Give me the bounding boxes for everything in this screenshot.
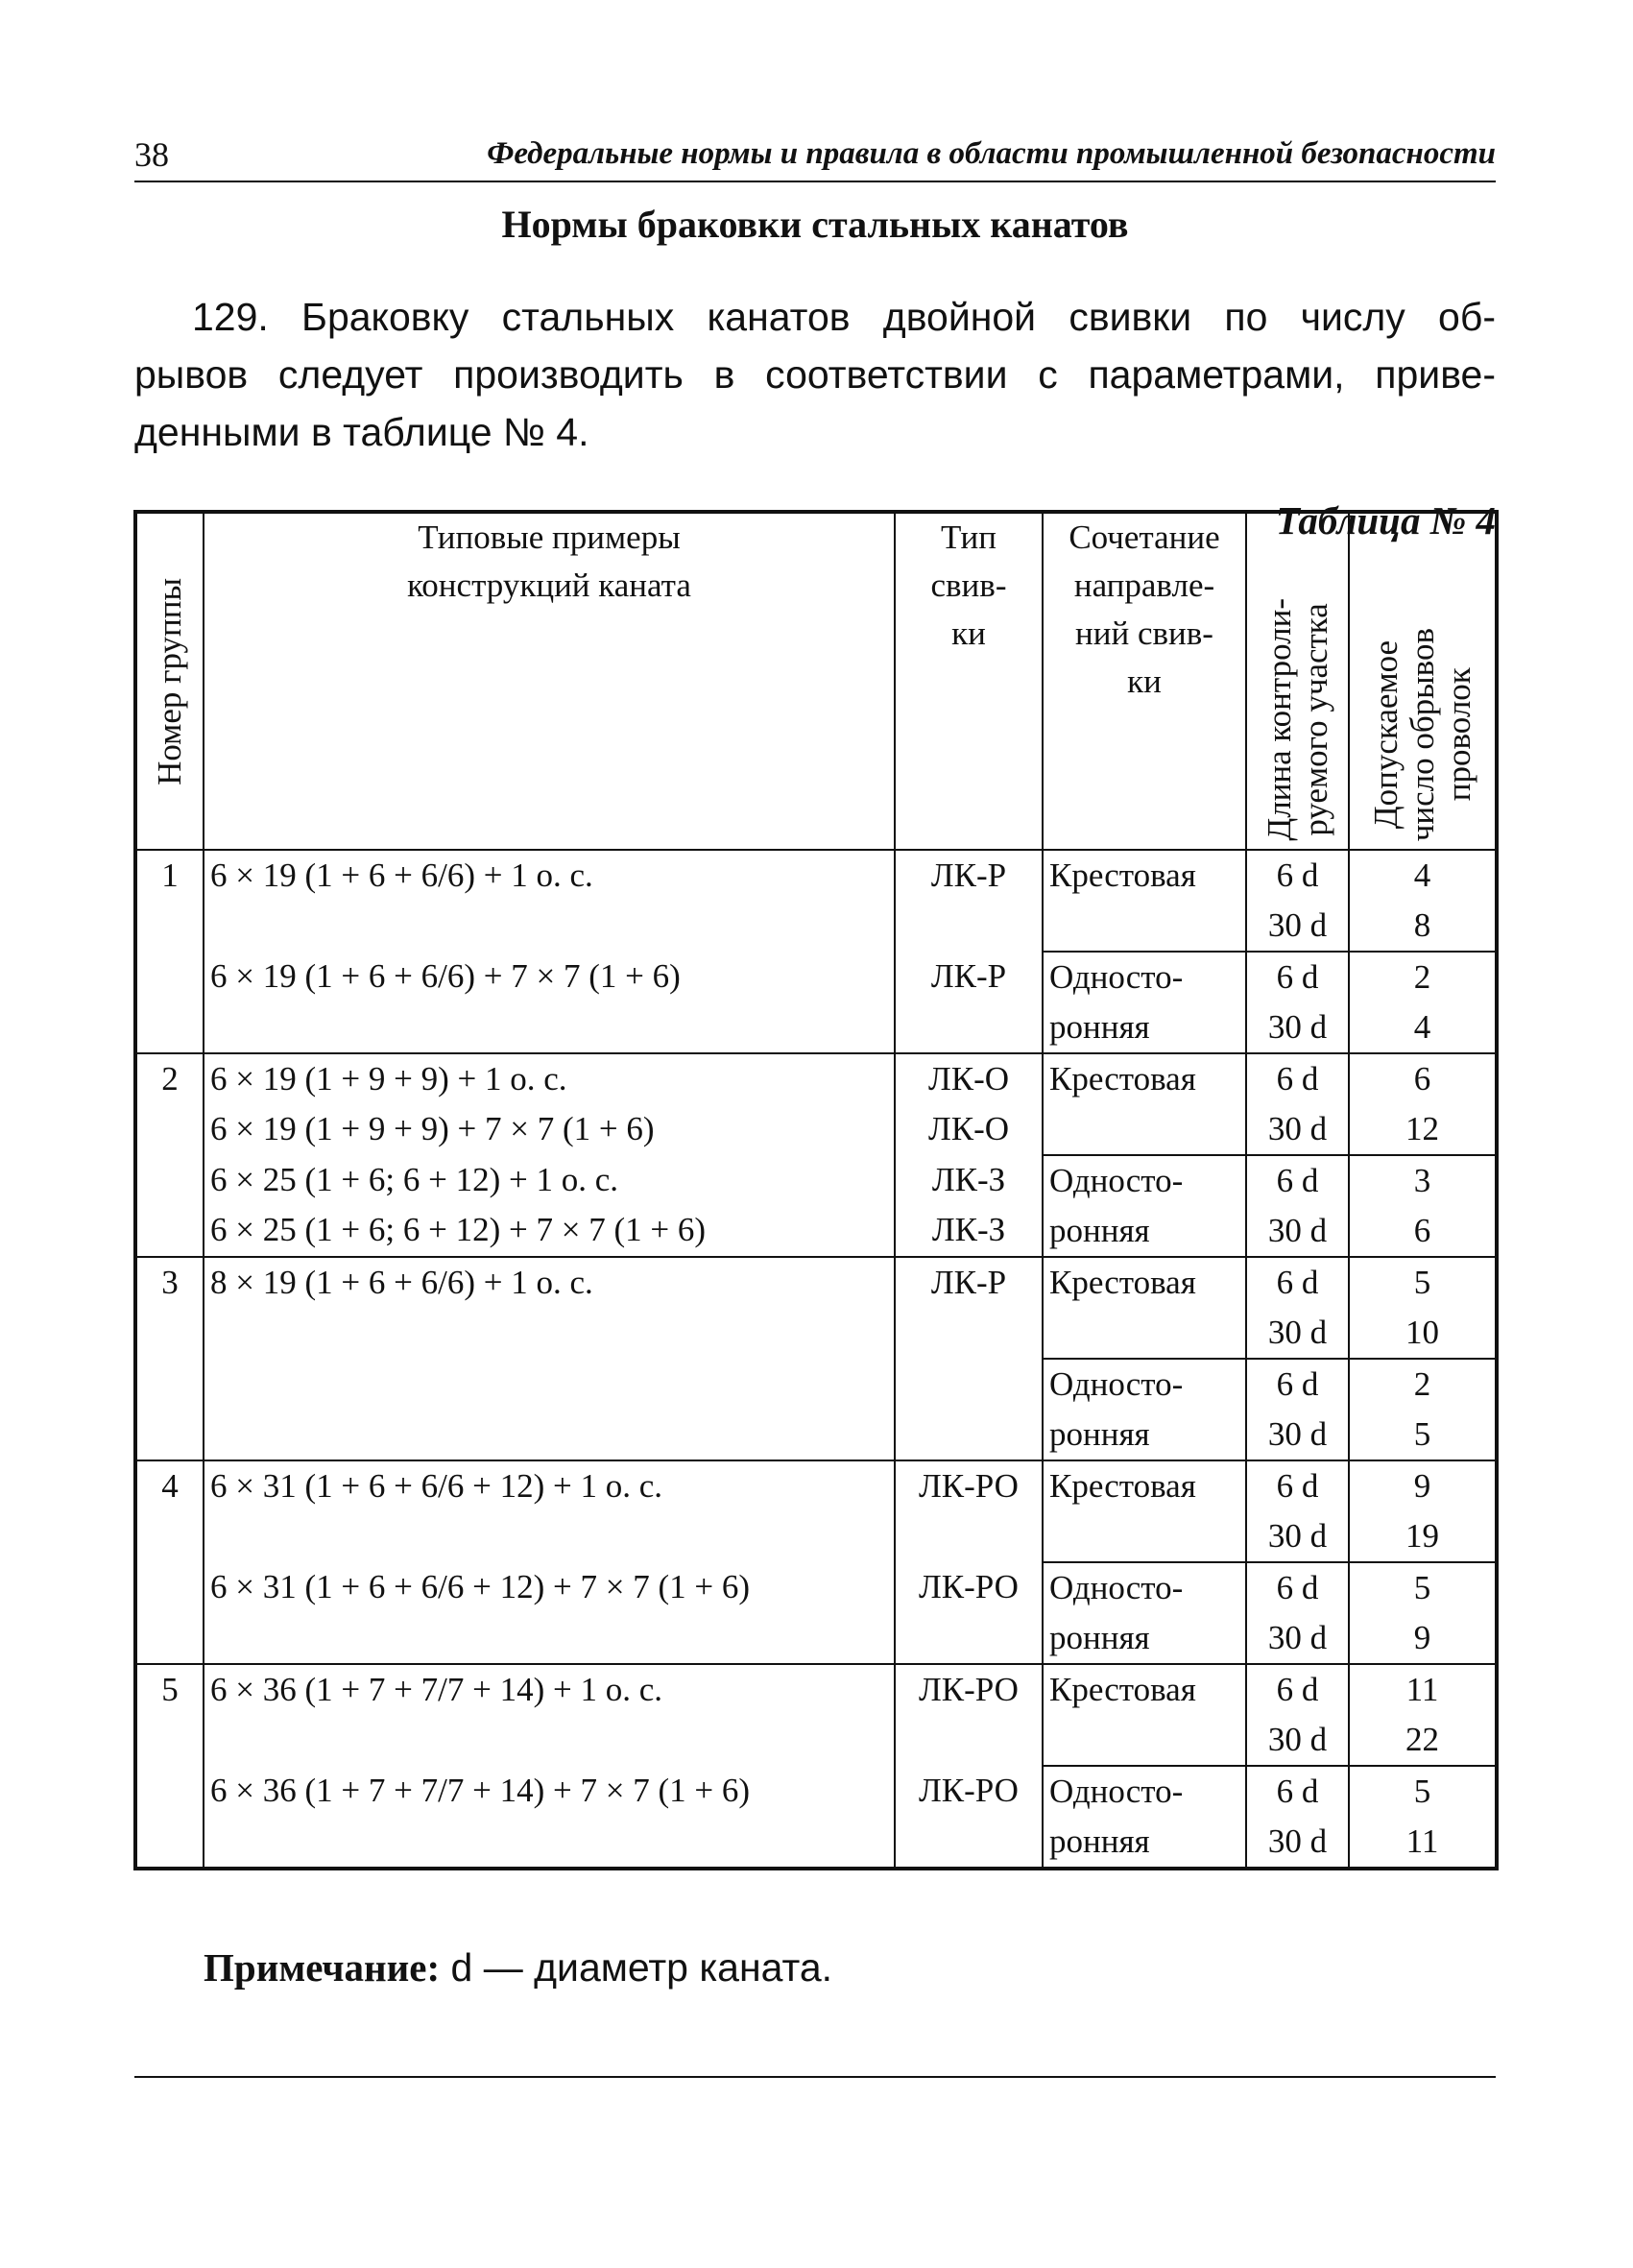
length-cell bbox=[1246, 850, 1349, 952]
paragraph bbox=[134, 288, 1496, 461]
header-combination-line: направле- bbox=[1073, 567, 1215, 604]
construction-line: 6 × 36 (1 + 7 + 7/7 + 14) + 7 × 7 (1 + 6) bbox=[210, 1772, 751, 1809]
paragraph-line: 129. Браковку стальных канатов двойной свивки по числу об- bbox=[192, 295, 1496, 339]
length-cell bbox=[1246, 1155, 1349, 1257]
allowed-value: 22 bbox=[1405, 1721, 1439, 1758]
note-text: d — диаметр каната. bbox=[440, 1945, 833, 1990]
construction-line: 8 × 19 (1 + 6 + 6/6) + 1 о. с. bbox=[210, 1264, 593, 1301]
construction-cell bbox=[204, 1460, 895, 1562]
lay-type-cell bbox=[895, 1257, 1043, 1359]
table-caption: Таблица № 4 bbox=[1275, 498, 1496, 543]
length-cell bbox=[1246, 1257, 1349, 1359]
combination-line: Крестовая bbox=[1049, 857, 1196, 894]
combination-cell bbox=[1043, 850, 1246, 952]
table-row bbox=[135, 1766, 1497, 1869]
allowed-value: 10 bbox=[1405, 1314, 1439, 1351]
construction-line: 6 × 19 (1 + 6 + 6/6) + 7 × 7 (1 + 6) bbox=[210, 957, 681, 995]
combination-line: Односто- bbox=[1049, 958, 1184, 996]
lay-type-line: ЛК-Р bbox=[930, 957, 1007, 995]
length-value: 6 d bbox=[1276, 1060, 1319, 1098]
allowed-value: 9 bbox=[1413, 1619, 1431, 1656]
lay-type-cell bbox=[895, 1053, 1043, 1155]
page-number: 38 bbox=[134, 135, 169, 174]
allowed-value: 5 bbox=[1413, 1264, 1431, 1301]
paragraph-line: денными в таблице № 4. bbox=[134, 410, 589, 454]
header-length-line: руемого участка bbox=[1296, 603, 1334, 836]
allowed-value: 19 bbox=[1405, 1517, 1439, 1555]
length-cell bbox=[1246, 1664, 1349, 1766]
length-cell bbox=[1246, 1562, 1349, 1664]
combination-line: Крестовая bbox=[1049, 1671, 1196, 1708]
combination-line: ронняя bbox=[1049, 1619, 1150, 1656]
length-value: 6 d bbox=[1276, 958, 1319, 996]
header-group-number bbox=[135, 512, 204, 850]
lay-type-cell bbox=[895, 850, 1043, 952]
combination-cell bbox=[1043, 952, 1246, 1053]
lay-type-cell bbox=[895, 952, 1043, 1053]
header-lay-type bbox=[895, 512, 1043, 850]
length-value: 30 d bbox=[1267, 906, 1328, 944]
length-cell bbox=[1246, 952, 1349, 1053]
lay-type-line: ЛК-РО bbox=[919, 1671, 1019, 1708]
allowed-cell bbox=[1349, 952, 1497, 1053]
length-value: 30 d bbox=[1267, 1415, 1328, 1453]
construction-line: 6 × 31 (1 + 6 + 6/6 + 12) + 1 о. с. bbox=[210, 1467, 663, 1505]
allowed-value: 12 bbox=[1405, 1110, 1439, 1147]
combination-line: Односто- bbox=[1049, 1365, 1184, 1403]
lay-type-cell bbox=[895, 1664, 1043, 1766]
allowed-cell bbox=[1349, 1359, 1497, 1460]
combination-line: Крестовая bbox=[1049, 1467, 1196, 1505]
allowed-value: 5 bbox=[1413, 1415, 1431, 1453]
group-number: 2 bbox=[161, 1060, 179, 1098]
construction-line: 6 × 19 (1 + 6 + 6/6) + 1 о. с. bbox=[210, 857, 593, 894]
header-length-line: Длина контроли- bbox=[1260, 598, 1298, 841]
construction-line bbox=[210, 1359, 894, 1409]
group-number: 5 bbox=[161, 1671, 179, 1708]
allowed-cell bbox=[1349, 1460, 1497, 1562]
lay-type-line: ЛК-О bbox=[927, 1060, 1009, 1098]
construction-line: 6 × 31 (1 + 6 + 6/6 + 12) + 7 × 7 (1 + 6) bbox=[210, 1568, 751, 1605]
combination-line: ронняя bbox=[1049, 1008, 1150, 1046]
section-title: Нормы браковки стальных канатов bbox=[501, 203, 1129, 246]
header-combination-line: Сочетание bbox=[1069, 519, 1220, 556]
allowed-cell bbox=[1349, 1766, 1497, 1869]
bottom-rule bbox=[134, 2076, 1496, 2078]
length-value: 6 d bbox=[1276, 857, 1319, 894]
table-row bbox=[135, 1664, 1497, 1766]
construction-cell bbox=[204, 1766, 895, 1869]
note-label: Примечание: bbox=[204, 1945, 441, 1990]
length-cell bbox=[1246, 1359, 1349, 1460]
length-value: 30 d bbox=[1267, 1619, 1328, 1656]
header-allowed-line: Допускаемое bbox=[1366, 639, 1405, 830]
running-title: Федеральные нормы и правила в области промышленной безопасности bbox=[487, 136, 1496, 171]
construction-cell bbox=[204, 1562, 895, 1664]
length-value: 6 d bbox=[1276, 1365, 1319, 1403]
length-value: 30 d bbox=[1267, 1314, 1328, 1351]
allowed-value: 11 bbox=[1405, 1671, 1439, 1708]
allowed-cell bbox=[1349, 1053, 1497, 1155]
lay-type-cell bbox=[895, 1562, 1043, 1664]
combination-cell bbox=[1043, 1053, 1246, 1155]
header-allowed-line: число обрывов bbox=[1403, 627, 1441, 841]
group-number-cell bbox=[135, 1053, 204, 1257]
allowed-cell bbox=[1349, 1257, 1497, 1359]
combination-cell bbox=[1043, 1766, 1246, 1869]
combination-cell bbox=[1043, 1155, 1246, 1257]
combination-line: ронняя bbox=[1049, 1822, 1150, 1860]
allowed-value: 2 bbox=[1413, 958, 1431, 996]
header-lay-type-line: ки bbox=[951, 615, 986, 652]
allowed-cell bbox=[1349, 1155, 1497, 1257]
paragraph-line: рывов следует производить в соответствии с параметрами, приве- bbox=[134, 352, 1496, 397]
length-value: 30 d bbox=[1267, 1822, 1328, 1860]
table-row bbox=[135, 1562, 1497, 1664]
combination-line: Односто- bbox=[1049, 1773, 1184, 1810]
header-construction bbox=[204, 512, 895, 850]
combination-line: Крестовая bbox=[1049, 1264, 1196, 1301]
allowed-cell bbox=[1349, 850, 1497, 952]
construction-cell bbox=[204, 1664, 895, 1766]
length-cell bbox=[1246, 1766, 1349, 1869]
length-value: 30 d bbox=[1267, 1212, 1328, 1249]
header-combination-line: ки bbox=[1127, 663, 1162, 700]
construction-line: 6 × 25 (1 + 6; 6 + 12) + 7 × 7 (1 + 6) bbox=[210, 1211, 707, 1248]
combination-line: Крестовая bbox=[1049, 1060, 1196, 1098]
combination-line: ронняя bbox=[1049, 1415, 1150, 1453]
length-value: 6 d bbox=[1276, 1264, 1319, 1301]
lay-type-line: ЛК-Р bbox=[930, 1264, 1007, 1301]
table-row bbox=[135, 1460, 1497, 1562]
allowed-value: 4 bbox=[1413, 857, 1431, 894]
header-allowed bbox=[1349, 512, 1497, 850]
construction-cell bbox=[204, 1359, 895, 1460]
length-value: 6 d bbox=[1276, 1773, 1319, 1810]
group-number-cell bbox=[135, 1257, 204, 1460]
allowed-value: 4 bbox=[1413, 1008, 1431, 1046]
allowed-value: 6 bbox=[1413, 1060, 1431, 1098]
length-value: 6 d bbox=[1276, 1162, 1319, 1199]
construction-cell bbox=[204, 1155, 895, 1257]
construction-line: 6 × 36 (1 + 7 + 7/7 + 14) + 1 о. с. bbox=[210, 1671, 663, 1708]
length-value: 6 d bbox=[1276, 1569, 1319, 1606]
allowed-value: 3 bbox=[1413, 1162, 1431, 1199]
table-row bbox=[135, 1053, 1497, 1155]
allowed-value: 5 bbox=[1413, 1773, 1431, 1810]
allowed-value: 6 bbox=[1413, 1212, 1431, 1249]
header-lay-type-line: свив- bbox=[930, 567, 1007, 604]
table-row bbox=[135, 850, 1497, 952]
table-row bbox=[135, 1155, 1497, 1257]
header-group-number-text: Номер группы bbox=[151, 577, 188, 785]
allowed-cell bbox=[1349, 1562, 1497, 1664]
allowed-value: 8 bbox=[1413, 906, 1431, 944]
group-number-cell bbox=[135, 1460, 204, 1664]
construction-cell bbox=[204, 952, 895, 1053]
construction-cell bbox=[204, 1257, 895, 1359]
table-row bbox=[135, 952, 1497, 1053]
header-allowed-line: проволок bbox=[1439, 667, 1477, 802]
allowed-value: 2 bbox=[1413, 1365, 1431, 1403]
page-header bbox=[134, 131, 1496, 182]
construction-line: 6 × 25 (1 + 6; 6 + 12) + 1 о. с. bbox=[210, 1161, 619, 1198]
length-value: 30 d bbox=[1267, 1721, 1328, 1758]
length-value: 6 d bbox=[1276, 1467, 1319, 1505]
length-value: 30 d bbox=[1267, 1517, 1328, 1555]
length-cell bbox=[1246, 1053, 1349, 1155]
lay-type-line: ЛК-РО bbox=[919, 1568, 1019, 1605]
lay-type-line: ЛК-З bbox=[931, 1161, 1006, 1198]
lay-type-line: ЛК-РО bbox=[919, 1772, 1019, 1809]
lay-type-cell bbox=[895, 1460, 1043, 1562]
group-number-cell bbox=[135, 850, 204, 1053]
allowed-cell bbox=[1349, 1664, 1497, 1766]
group-number: 3 bbox=[161, 1264, 179, 1301]
table-row bbox=[135, 1257, 1497, 1359]
header-length bbox=[1246, 512, 1349, 850]
lay-type-line: ЛК-Р bbox=[930, 857, 1007, 894]
construction-cell bbox=[204, 850, 895, 952]
lay-type-line: ЛК-О bbox=[927, 1110, 1009, 1147]
table-body bbox=[135, 850, 1497, 1869]
header-lay-type-line: Тип bbox=[941, 519, 997, 556]
header-length-text bbox=[1261, 598, 1334, 841]
header-allowed-text bbox=[1368, 628, 1477, 841]
note bbox=[204, 1944, 832, 1991]
lay-type-line bbox=[896, 1359, 1042, 1409]
combination-line: ронняя bbox=[1049, 1212, 1150, 1249]
allowed-value: 5 bbox=[1413, 1569, 1431, 1606]
length-value: 30 d bbox=[1267, 1110, 1328, 1147]
length-value: 30 d bbox=[1267, 1008, 1328, 1046]
combination-line: Односто- bbox=[1049, 1569, 1184, 1606]
construction-cell bbox=[204, 1053, 895, 1155]
lay-type-cell bbox=[895, 1766, 1043, 1869]
combination-cell bbox=[1043, 1460, 1246, 1562]
combination-cell bbox=[1043, 1359, 1246, 1460]
lay-type-line: ЛК-З bbox=[931, 1211, 1006, 1248]
lay-type-cell bbox=[895, 1359, 1043, 1460]
lay-type-line: ЛК-РО bbox=[919, 1467, 1019, 1505]
lay-type-cell bbox=[895, 1155, 1043, 1257]
table-row bbox=[135, 1359, 1497, 1460]
combination-cell bbox=[1043, 1257, 1246, 1359]
allowed-value: 9 bbox=[1413, 1467, 1431, 1505]
group-number: 1 bbox=[161, 857, 179, 894]
header-construction-text: Типовые примеры конструкций каната bbox=[407, 519, 691, 604]
combination-cell bbox=[1043, 1562, 1246, 1664]
header-lay-combination bbox=[1043, 512, 1246, 850]
combination-line: Односто- bbox=[1049, 1162, 1184, 1199]
allowed-value: 11 bbox=[1405, 1822, 1439, 1860]
length-value: 6 d bbox=[1276, 1671, 1319, 1708]
header-combination-line: ний свив- bbox=[1075, 615, 1213, 652]
rope-rejection-table bbox=[133, 510, 1499, 1870]
construction-line: 6 × 19 (1 + 9 + 9) + 1 о. с. bbox=[210, 1060, 567, 1098]
construction-line: 6 × 19 (1 + 9 + 9) + 7 × 7 (1 + 6) bbox=[210, 1110, 655, 1147]
group-number: 4 bbox=[161, 1467, 179, 1505]
table-header-row bbox=[135, 512, 1497, 850]
combination-cell bbox=[1043, 1664, 1246, 1766]
group-number-cell bbox=[135, 1664, 204, 1869]
length-cell bbox=[1246, 1460, 1349, 1562]
